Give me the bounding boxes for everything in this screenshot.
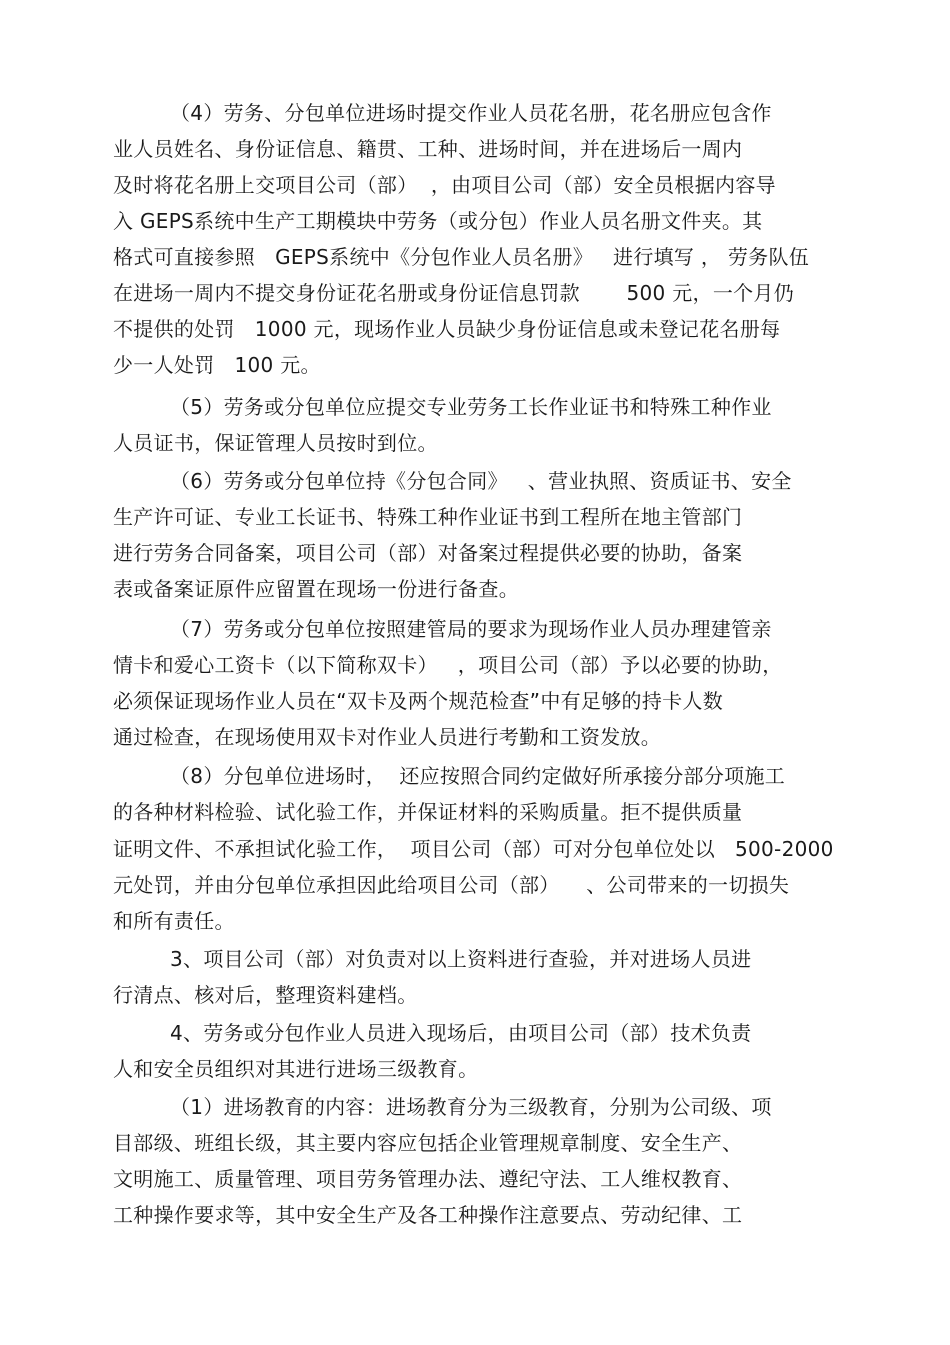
paragraph-line: （4）劳务、分包单位进场时提交作业人员花名册，花名册应包含作 <box>170 101 772 125</box>
paragraph-line: 入 GEPS系统中生产工期模块中劳务（或分包）作业人员名册文件夹。其 <box>113 209 763 233</box>
paragraph-line: 少一人处罚 100 元。 <box>113 353 321 377</box>
paragraph-line: 4、劳务或分包作业人员进入现场后，由项目公司（部）技术负责 <box>170 1021 752 1045</box>
paragraph-line: 及时将花名册上交项目公司（部） ，由项目公司（部）安全员根据内容导 <box>113 173 776 197</box>
paragraph-line: 业人员姓名、身份证信息、籍贯、工种、进场时间，并在进场后一周内 <box>113 137 743 161</box>
paragraph-line: 3、项目公司（部）对负责对以上资料进行查验，并对进场人员进 <box>170 947 752 971</box>
paragraph-line: （5）劳务或分包单位应提交专业劳务工长作业证书和特殊工种作业 <box>170 395 772 419</box>
paragraph-line: （7）劳务或分包单位按照建管局的要求为现场作业人员办理建管亲 <box>170 617 772 641</box>
paragraph-line: （6）劳务或分包单位持《分包合同》 、营业执照、资质证书、安全 <box>170 469 792 493</box>
paragraph-line: 在进场一周内不提交身份证花名册或身份证信息罚款 500 元，一个月仍 <box>113 281 795 305</box>
paragraph-line: （8）分包单位进场时， 还应按照合同约定做好所承接分部分项施工 <box>170 764 786 788</box>
paragraph-line: 情卡和爱心工资卡（以下简称双卡） ，项目公司（部）予以必要的协助， <box>113 653 783 677</box>
paragraph-line: 不提供的处罚 1000 元，现场作业人员缺少身份证信息或未登记花名册每 <box>113 317 781 341</box>
paragraph-line: 文明施工、质量管理、项目劳务管理办法、遵纪守法、工人维权教育、 <box>113 1167 743 1191</box>
paragraph-line: 生产许可证、专业工长证书、特殊工种作业证书到工程所在地主管部门 <box>113 505 743 529</box>
paragraph-line: 元处罚，并由分包单位承担因此给项目公司（部） 、公司带来的一切损失 <box>113 873 790 897</box>
paragraph-line: 工种操作要求等，其中安全生产及各工种操作注意要点、劳动纪律、工 <box>113 1203 743 1227</box>
paragraph-line: 格式可直接参照 GEPS系统中《分包作业人员名册》 进行填写 ， 劳务队伍 <box>113 245 810 269</box>
paragraph-line: 行清点、核对后，整理资料建档。 <box>113 983 418 1007</box>
paragraph-line: 的各种材料检验、试化验工作，并保证材料的采购质量。拒不提供质量 <box>113 800 743 824</box>
paragraph-line: 表或备案证原件应留置在现场一份进行备查。 <box>113 577 519 601</box>
paragraph-line: （1）进场教育的内容：进场教育分为三级教育，分别为公司级、项 <box>170 1095 772 1119</box>
paragraph-line: 人员证书，保证管理人员按时到位。 <box>113 431 438 455</box>
paragraph-line: 证明文件、不承担试化验工作， 项目公司（部）可对分包单位处以 500-2000 <box>113 837 834 861</box>
paragraph-line: 必须保证现场作业人员在“双卡及两个规范检查”中有足够的持卡人数 <box>113 689 724 713</box>
paragraph-line: 人和安全员组织对其进行进场三级教育。 <box>113 1057 479 1081</box>
paragraph-line: 目部级、班组长级，其主要内容应包括企业管理规章制度、安全生产、 <box>113 1131 743 1155</box>
paragraph-line: 通过检查，在现场使用双卡对作业人员进行考勤和工资发放。 <box>113 725 662 749</box>
paragraph-line: 进行劳务合同备案，项目公司（部）对备案过程提供必要的协助，备案 <box>113 541 743 565</box>
paragraph-line: 和所有责任。 <box>113 909 235 933</box>
